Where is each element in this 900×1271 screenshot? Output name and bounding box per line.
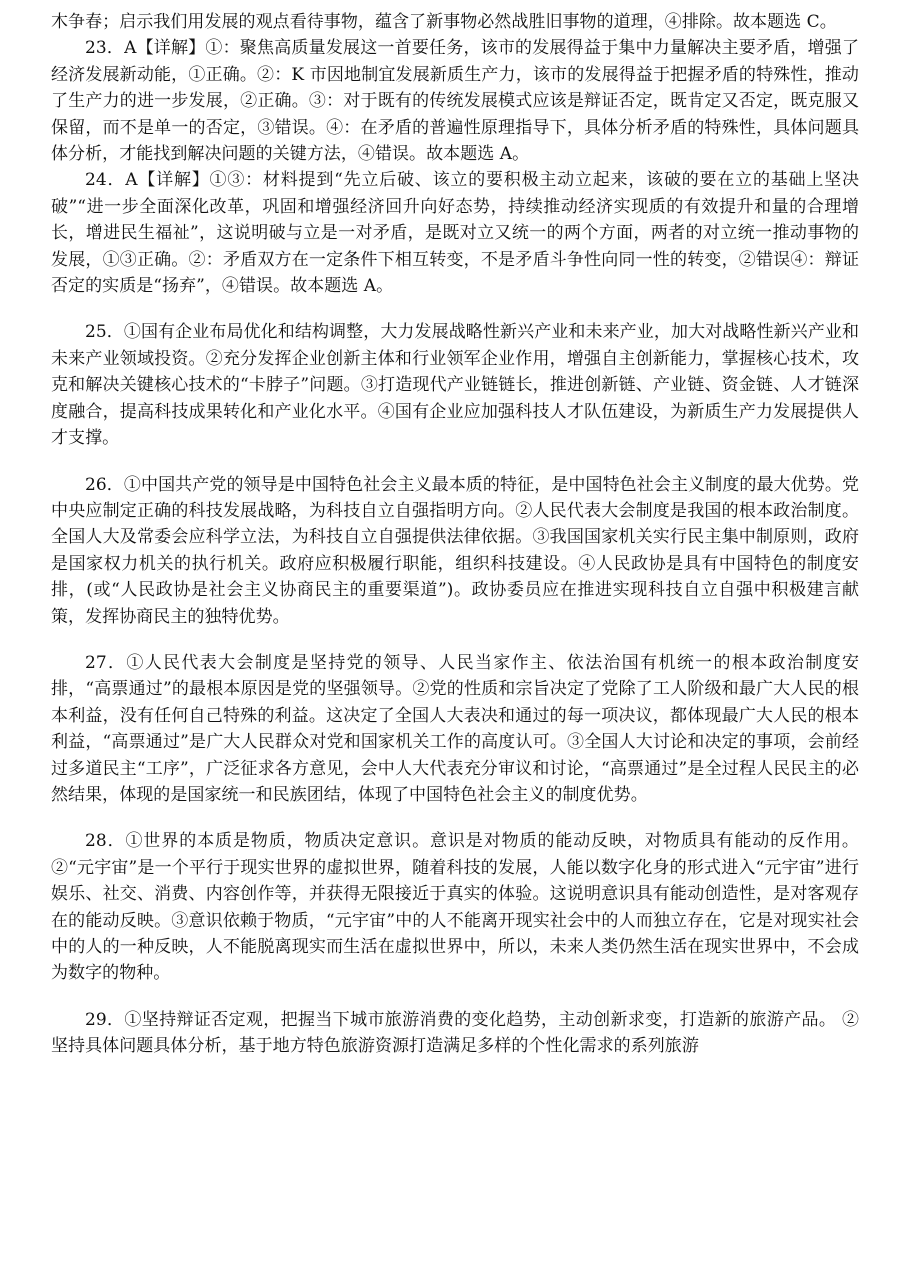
paragraph-answer-25: 25．①国有企业布局优化和结构调整，大力发展战略性新兴产业和未来产业，加大对战略性新兴产业和未来产业领域投资。②充分发挥企业创新主体和行业领军企业作用，增强自主创新能力，掌握核心技术，攻克和解决关键核心技术的“卡脖子”问题。③打造现代产业链链长，推进创新链、产业链、资金链、人才链深度融合，提高科技成果转化和产业化水平。④国有企业应加强科技人才队伍建设，为新质生产力发展提供人才支撑。 — [51, 322, 859, 449]
paragraph-answer-26: 26．①中国共产党的领导是中国特色社会主义最本质的特征，是中国特色社会主义制度的最大优势。党中央应制定正确的科技发展战略，为科技自立自强指明方向。②人民代表大会制度是我国的根本政治制度。全国人大及常委会应科学立法，为科技自立自强提供法律依据。③我国国家机关实行民主集中制原则，政府是国家权力机关的执行机关。政府应积极履行职能，组织科技建设。④人民政协是具有中国特色的制度安排，(或“人民政协是社会主义协商民主的重要渠道”)。政协委员应在推进实现科技自立自强中积极建言献策，发挥协商民主的独特优势。 — [51, 474, 859, 627]
paragraph-answer-23: 23．A【详解】①：聚焦高质量发展这一首要任务，该市的发展得益于集中力量解决主要矛盾，增强了经济发展新动能，①正确。②：K 市因地制宜发展新质生产力，该市的发展得益于把握矛盾的特殊性，推动了生产力的进一步发展，②正确。③：对于既有的传统发展模式应该是辩证否定，既肯定又否定，既克服又保留，而不是单一的否定，③错误。④：在矛盾的普遍性原理指导下，具体分析矛盾的特殊性，具体问题具体分析，才能找到解决问题的关键方法，④错误。故本题选 A。 — [51, 38, 859, 165]
paragraph-answer-24: 24．A【详解】①③：材料提到“先立后破、该立的要积极主动立起来，该破的要在立的基础上坚决破”“进一步全面深化改革，巩固和增强经济回升向好态势，持续推动经济实现质的有效提升和量的合理增长，增进民生福祉”，这说明破与立是一对矛盾，是既对立又统一的两个方面，两者的对立统一推动事物的发展，①③正确。②：矛盾双方在一定条件下相互转变，不是矛盾斗争性向同一性的转变，②错误④：辩证否定的实质是“扬弃”，④错误。故本题选 A。 — [51, 170, 859, 297]
paragraph-answer-27: 27．①人民代表大会制度是坚持党的领导、人民当家作主、依法治国有机统一的根本政治制度安排，“高票通过”的最根本原因是党的坚强领导。②党的性质和宗旨决定了党除了工人阶级和最广大人民的根本利益，没有任何自己特殊的利益。这决定了全国人大表决和通过的每一项决议，都体现最广大人民的根本利益，“高票通过”是广大人民群众对党和国家机关工作的高度认可。③全国人大讨论和决定的事项，会前经过多道民主“工序”，广泛征求各方意见，会中人大代表充分审议和讨论，“高票通过”是全过程人民民主的必然结果，体现的是国家统一和民族团结，体现了中国特色社会主义的制度优势。 — [51, 652, 859, 805]
paragraph-answer-28: 28．①世界的本质是物质，物质决定意识。意识是对物质的能动反映，对物质具有能动的反作用。②“元宇宙”是一个平行于现实世界的虚拟世界，随着科技的发展，人能以数字化身的形式进入“元宇宙”进行娱乐、社交、消费、内容创作等，并获得无限接近于真实的体验。这说明意识具有能动创造性，是对客观存在的能动反映。③意识依赖于物质，“元宇宙”中的人不能离开现实社会中的人而独立存在，它是对现实社会中的人的一种反映，人不能脱离现实而生活在虚拟世界中，所以，未来人类仍然生活在现实世界中，不会成为数字的物种。 — [51, 831, 859, 984]
answer-document — [51, 9, 859, 1060]
paragraph-continuation-22: 木争春；启示我们用发展的观点看待事物，蕴含了新事物必然战胜旧事物的道理，④排除。故本题选 C。 — [51, 12, 837, 32]
paragraph-answer-29: 29．①坚持辩证否定观，把握当下城市旅游消费的变化趋势，主动创新求变，打造新的旅游产品。 ②坚持具体问题具体分析，基于地方特色旅游资源打造满足多样的个性化需求的系列旅游 — [51, 1009, 859, 1057]
